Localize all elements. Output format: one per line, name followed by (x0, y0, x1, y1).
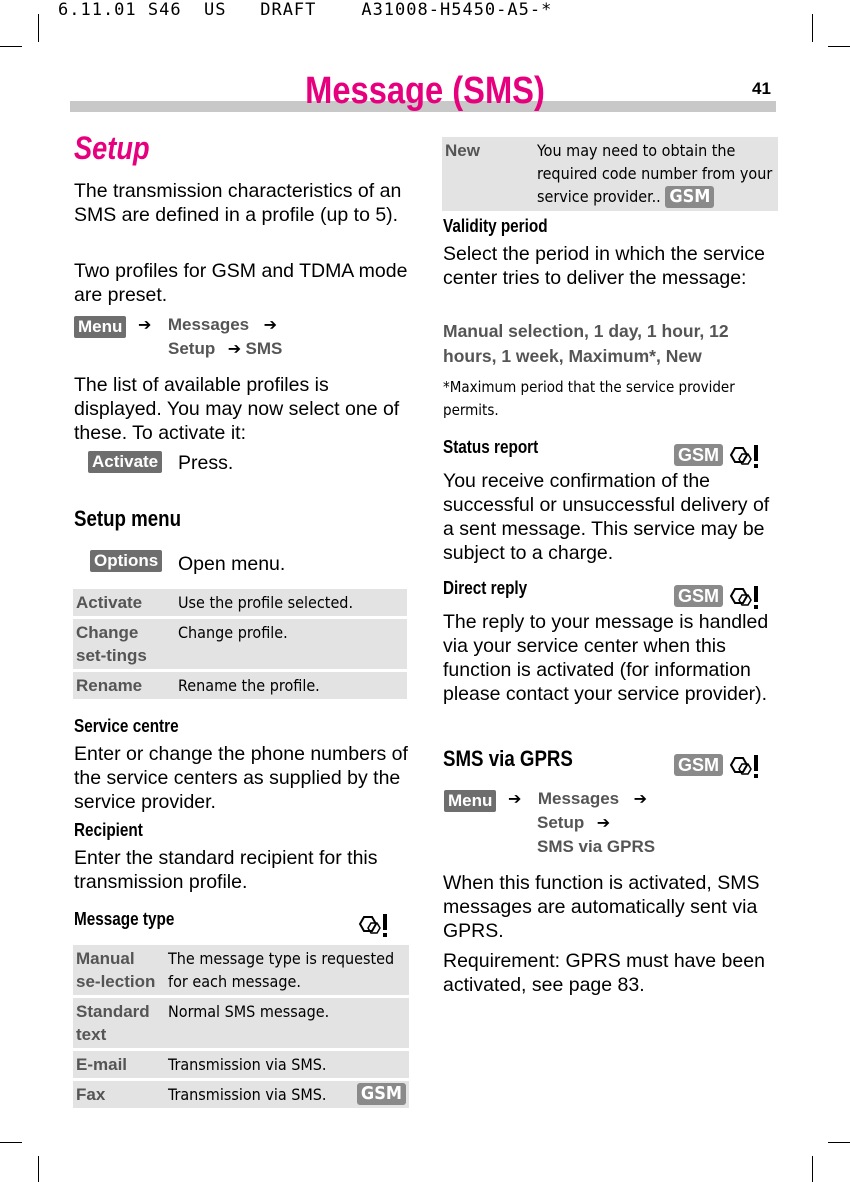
activate-key[interactable]: Activate (88, 451, 162, 473)
setup-menu-heading: Setup menu (74, 506, 182, 531)
page-number: 41 (752, 79, 771, 98)
nav-path-2-steps (508, 789, 647, 809)
table-row (442, 137, 778, 211)
nav-step: SMS via GPRS (537, 837, 656, 856)
recipient-text: Enter the standard recipient for this transmission profile. (74, 847, 378, 893)
status-report-heading: Status report (443, 437, 539, 457)
table-value: Rename the profile. (175, 672, 407, 699)
right-arrow-icon: ➔ (508, 791, 522, 808)
nav-path-2 (444, 790, 496, 812)
nav-path-2-line2 (537, 813, 610, 833)
menu-key[interactable]: Menu (74, 316, 126, 338)
crop-mark (828, 1142, 850, 1143)
message-type-heading: Message type (74, 909, 175, 929)
table-row (73, 945, 409, 995)
table-key: Change set-tings (73, 619, 175, 669)
gsm-badge: GSM (674, 444, 723, 466)
setup-heading: Setup (74, 130, 150, 166)
status-report-badges (674, 444, 763, 470)
validity-note: *Maximum period that the service provider permits. (443, 378, 735, 419)
page-title: Message (SMS) (305, 70, 545, 112)
validity-options: Manual selection, 1 day, 1 hour, 12 hours, 1 week, Maximum*, New (443, 321, 729, 366)
activate-instruction: Press. (178, 452, 234, 474)
network-service-icon (356, 913, 392, 939)
nav-step: Setup (537, 813, 585, 832)
right-arrow-icon: ➔ (138, 317, 152, 334)
table-key: Manual se-lection (73, 945, 165, 995)
table-key: Rename (73, 672, 175, 699)
table-value: The message type is requested for each message. (165, 945, 409, 995)
crop-mark (0, 46, 22, 47)
intro-paragraph-1: The transmission characteristics of an SMS are defined in a profile (up to 5). (74, 180, 402, 226)
right-arrow-icon: ➔ (263, 317, 277, 334)
options-instruction: Open menu. (178, 553, 286, 575)
new-value-text: You may need to obtain the required code number from your service provider.. (537, 141, 773, 206)
table-row (73, 1051, 409, 1078)
right-arrow-icon: ➔ (596, 815, 611, 832)
table-value: Use the profile selected. (175, 589, 407, 616)
nav-step: Messages (167, 315, 250, 334)
right-arrow-icon: ➔ (633, 791, 647, 808)
gsm-badge: GSM (674, 754, 723, 776)
network-service-icon (727, 585, 763, 611)
menu-key[interactable]: Menu (444, 790, 496, 812)
table-value (534, 137, 778, 211)
fax-value-text: Transmission via SMS. (168, 1085, 327, 1104)
table-key: Standard text (73, 998, 165, 1048)
service-centre-text: Enter or change the phone numbers of the service centers as supplied by the service provider. (74, 743, 408, 813)
table-value (165, 1081, 409, 1108)
table-value: Change profile. (175, 619, 407, 669)
gsm-badge: GSM (357, 1083, 406, 1105)
message-type-table (73, 942, 409, 1111)
crop-mark (828, 46, 850, 47)
sms-via-gprs-heading: SMS via GPRS (443, 746, 573, 771)
activate-softkey-row (88, 451, 162, 473)
network-service-icon (727, 754, 763, 780)
service-centre-heading: Service centre (74, 716, 179, 736)
nav-path-1-steps (138, 315, 277, 335)
gprs-badges (674, 754, 763, 780)
gsm-badge: GSM (665, 186, 714, 208)
table-value: Transmission via SMS. (165, 1051, 409, 1078)
right-arrow-icon: ➔ (227, 341, 242, 358)
crop-mark (0, 1142, 22, 1143)
direct-reply-heading: Direct reply (443, 578, 528, 598)
table-row (73, 1081, 409, 1108)
nav-path-1-line2 (168, 339, 282, 359)
validity-heading: Validity period (443, 216, 548, 236)
options-softkey-row (90, 550, 162, 572)
intro-paragraph-2: Two profiles for GSM and TDMA mode are preset. (74, 260, 408, 306)
gprs-paragraph-1: When this function is activated, SMS messages are automatically sent via GPRS. (443, 872, 760, 942)
nav-step: Setup (168, 339, 216, 358)
table-row (73, 672, 407, 699)
table-key: Fax (73, 1081, 165, 1108)
table-row (73, 589, 407, 616)
recipient-heading: Recipient (74, 820, 143, 840)
status-report-text: You receive confirmation of the successful or unsuccessful delivery of a sent message. This service may be subject to a charge. (443, 470, 770, 564)
crop-mark (38, 1156, 39, 1182)
new-row-table (442, 134, 778, 214)
table-row (73, 619, 407, 669)
nav-step: Messages (537, 789, 620, 808)
crop-mark (38, 14, 39, 42)
direct-reply-text: The reply to your message is handled via your service center when this function is activated (for information please contact your service provider). (443, 611, 769, 705)
direct-reply-badges (674, 585, 763, 611)
gprs-paragraph-2: Requirement: GPRS must have been activated, see page 83. (443, 950, 765, 996)
setup-menu-table (73, 586, 407, 702)
table-key: E-mail (73, 1051, 165, 1078)
crop-mark (812, 1156, 813, 1182)
validity-text: Select the period in which the service center tries to deliver the message: (443, 243, 765, 289)
table-key: New (442, 137, 534, 211)
nav-step: SMS (245, 339, 283, 358)
table-key: Activate (73, 589, 175, 616)
crop-mark (812, 14, 813, 42)
network-service-icon (727, 444, 763, 470)
gsm-badge: GSM (674, 585, 723, 607)
table-value: Normal SMS message. (165, 998, 409, 1048)
draft-header: 6.11.01 S46 US DRAFT A31008-H5450-A5-* (58, 0, 553, 20)
list-paragraph: The list of available profiles is displayed. You may now select one of these. To activate it: (74, 374, 400, 444)
table-row (73, 998, 409, 1048)
options-key[interactable]: Options (90, 550, 162, 572)
nav-path-1 (74, 316, 126, 338)
